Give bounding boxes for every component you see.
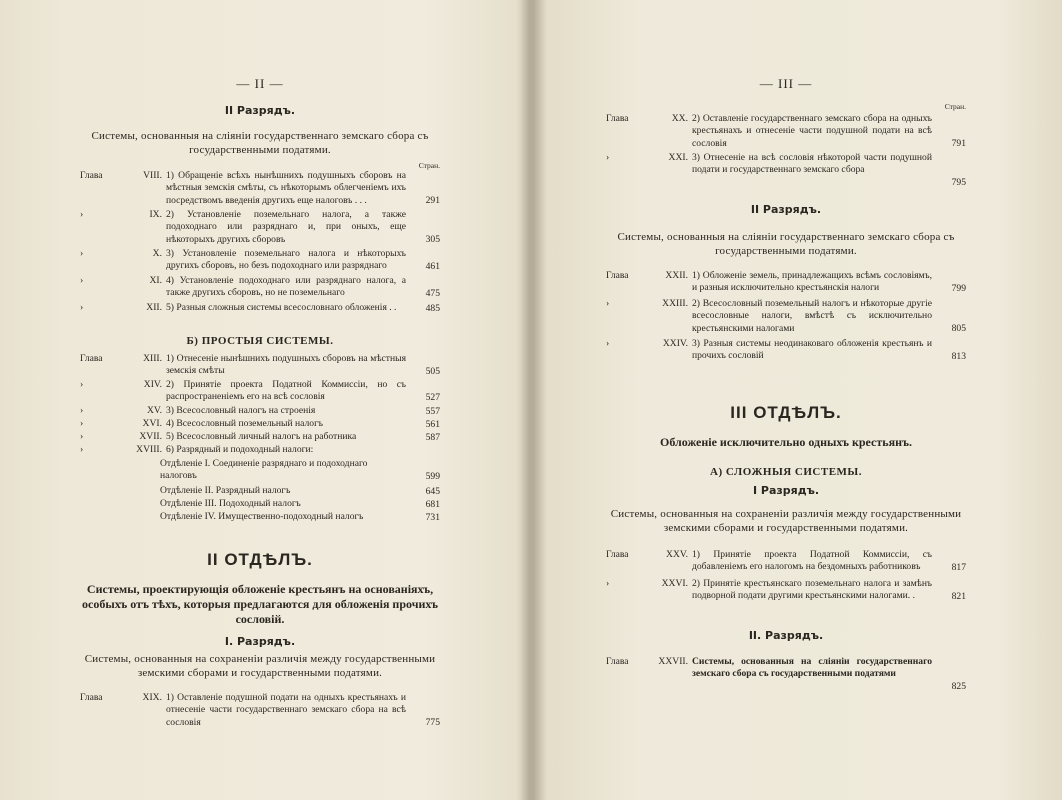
- toc-row: Глава XIII. 1) Отнесеніе нынѣшнихъ подушныхъ сборовъ на мѣстныя земскія смѣты 505: [80, 353, 440, 377]
- section-description: Системы, основанныя на сліяніи государственнаго земскаго сбора съ государственными податями.: [91, 130, 429, 156]
- toc-row: › XXIV. 3) Разныя системы неодинаковаго обложенія крестьянъ и прочихъ сословій 813: [606, 338, 966, 362]
- chapter-list: [606, 270, 966, 363]
- subsection-heading: Б) ПРОСТЫЯ СИСТЕМЫ.: [186, 335, 334, 347]
- chapter-list: [606, 549, 966, 603]
- section-heading: II Разрядъ.: [224, 104, 296, 117]
- section-heading: I Разрядъ.: [752, 484, 820, 497]
- part-description: Системы, проектирующія обложеніе крестьянъ на основаніяхъ, особыхъ отъ тѣхъ, которыя предлагаются для обложенія прочихъ сословій.: [82, 582, 438, 626]
- toc-row: › XXVI. 2) Принятіе крестьянскаго поземельнаго налога и замѣнъ подворной подати другими крестьянскими налогами. . 821: [606, 578, 966, 602]
- left-page: [80, 0, 440, 800]
- toc-row: Глава XXVII. Системы, основанныя на сліяніи государственнаго земскаго сбора съ государственными податями 825: [606, 656, 966, 692]
- section-heading: I. Разрядъ.: [224, 635, 296, 648]
- part-description: Обложеніе исключительно одныхъ крестьянъ.: [660, 435, 912, 449]
- toc-row: › XVI. 4) Всесословный поземельный налогъ 561: [80, 418, 440, 430]
- toc-row: › X. 3) Установленіе поземельнаго налога и нѣкоторыхъ другихъ сборовъ, но безъ подоходнаго или разряднаго 461: [80, 248, 440, 272]
- toc-row: › XXIII. 2) Всесословный поземельный налогъ и нѣкоторые другіе всесословные налоги, вмѣстѣ съ исключительно крестьянскими налогами 805: [606, 298, 966, 334]
- toc-subrow: Отдѣленіе II. Разрядный налогъ 645: [160, 485, 440, 497]
- toc-row: › XXI. 3) Отнесеніе на всѣ сословія нѣкоторой части подушной подати и государственнаго земскаго сбора 795: [606, 152, 966, 188]
- section-description: Системы, основанныя на сохраненіи различія между государственными земскими сборами и государственными податями.: [84, 653, 436, 679]
- toc-row: › IX. 2) Установленіе поземельнаго налога, а также подоходнаго или разряднаго и, при оныхъ, еще нѣкоторыхъ другихъ сборовъ 305: [80, 209, 440, 245]
- toc-row: Глава VIII. 1) Обращеніе всѣхъ нынѣшнихъ подушныхъ сборовъ на мѣстныя земскія смѣты, съ нѣкоторымъ облегченіемъ ихъ посредствомъ введенія другихъ еще налоговъ . . . 291: [80, 170, 440, 206]
- page-number: — II —: [236, 76, 284, 91]
- toc-row: › XV. 3) Всесословный налогъ на строенія 557: [80, 405, 440, 417]
- book-gutter: [516, 0, 546, 800]
- toc-row: › XVII. 5) Всесословный личный налогъ на работника 587: [80, 431, 440, 443]
- chapter-list: [80, 170, 440, 315]
- toc-row: Глава XXV. 1) Принятіе проекта Податной Коммиссіи, съ добавленіемъ его налогомъ на бездомныхъ работниковъ 817: [606, 549, 966, 573]
- toc-row: › XI. 4) Установленіе подоходнаго или разряднаго налога, а также другихъ сборовъ, но не поземельнаго 475: [80, 275, 440, 299]
- toc-row: Глава XXII. 1) Обложеніе земель, принадлежащихъ всѣмъ сословіямъ, и разныя исключительно крестьянскія налоги 799: [606, 270, 966, 294]
- toc-row: › XVIII. 6) Разрядный и подоходный налоги:: [80, 444, 314, 455]
- section-description: Системы, основанныя на сліяніи государственнаго земскаго сбора съ государственными податями.: [617, 231, 955, 257]
- chapter-list: [606, 113, 966, 189]
- toc-row: Глава XIX. 1) Оставленіе подушной подати на одныхъ крестьянахъ и отнесеніе части государственнаго земскаго сбора на всѣ сословія 775: [80, 692, 440, 728]
- page-number: — III —: [759, 76, 813, 91]
- toc-subrow: Отдѣленіе IV. Имущественно-подоходный налогъ 731: [160, 511, 440, 523]
- part-heading: II ОТДѢЛЪ.: [207, 550, 313, 569]
- section-description: Системы, основанныя на сохраненіи различія между государственными земскими сборами и государственными податями.: [610, 508, 962, 534]
- section-heading: II. Разрядъ.: [748, 629, 824, 642]
- right-page: [606, 0, 966, 800]
- pages-column-label: Стран.: [418, 161, 440, 170]
- section-heading: II Разрядъ.: [750, 203, 822, 216]
- toc-subrow: Отдѣленіе I. Соединеніе разряднаго и подоходнаго налоговъ 599: [160, 458, 440, 482]
- pages-column-label: Стран.: [944, 102, 966, 111]
- chapter-list: [80, 353, 440, 524]
- part-heading: III ОТДѢЛЪ.: [730, 403, 842, 422]
- toc-row: Глава XX. 2) Оставленіе государственнаго земскаго сбора на одныхъ крестьянахъ и отнесеніе части подушной подати на всѣ сословія 791: [606, 113, 966, 149]
- toc-row: › XIV. 2) Принятіе проекта Податной Коммиссіи, но съ распространеніемъ его на всѣ сословія 527: [80, 379, 440, 403]
- toc-subrow: Отдѣленіе III. Подоходный налогъ 681: [160, 498, 440, 510]
- toc-row: › XII. 5) Разныя сложныя системы всесословнаго обложенія . . 485: [80, 302, 440, 314]
- subsection-heading: А) СЛОЖНЫЯ СИСТЕМЫ.: [710, 466, 862, 478]
